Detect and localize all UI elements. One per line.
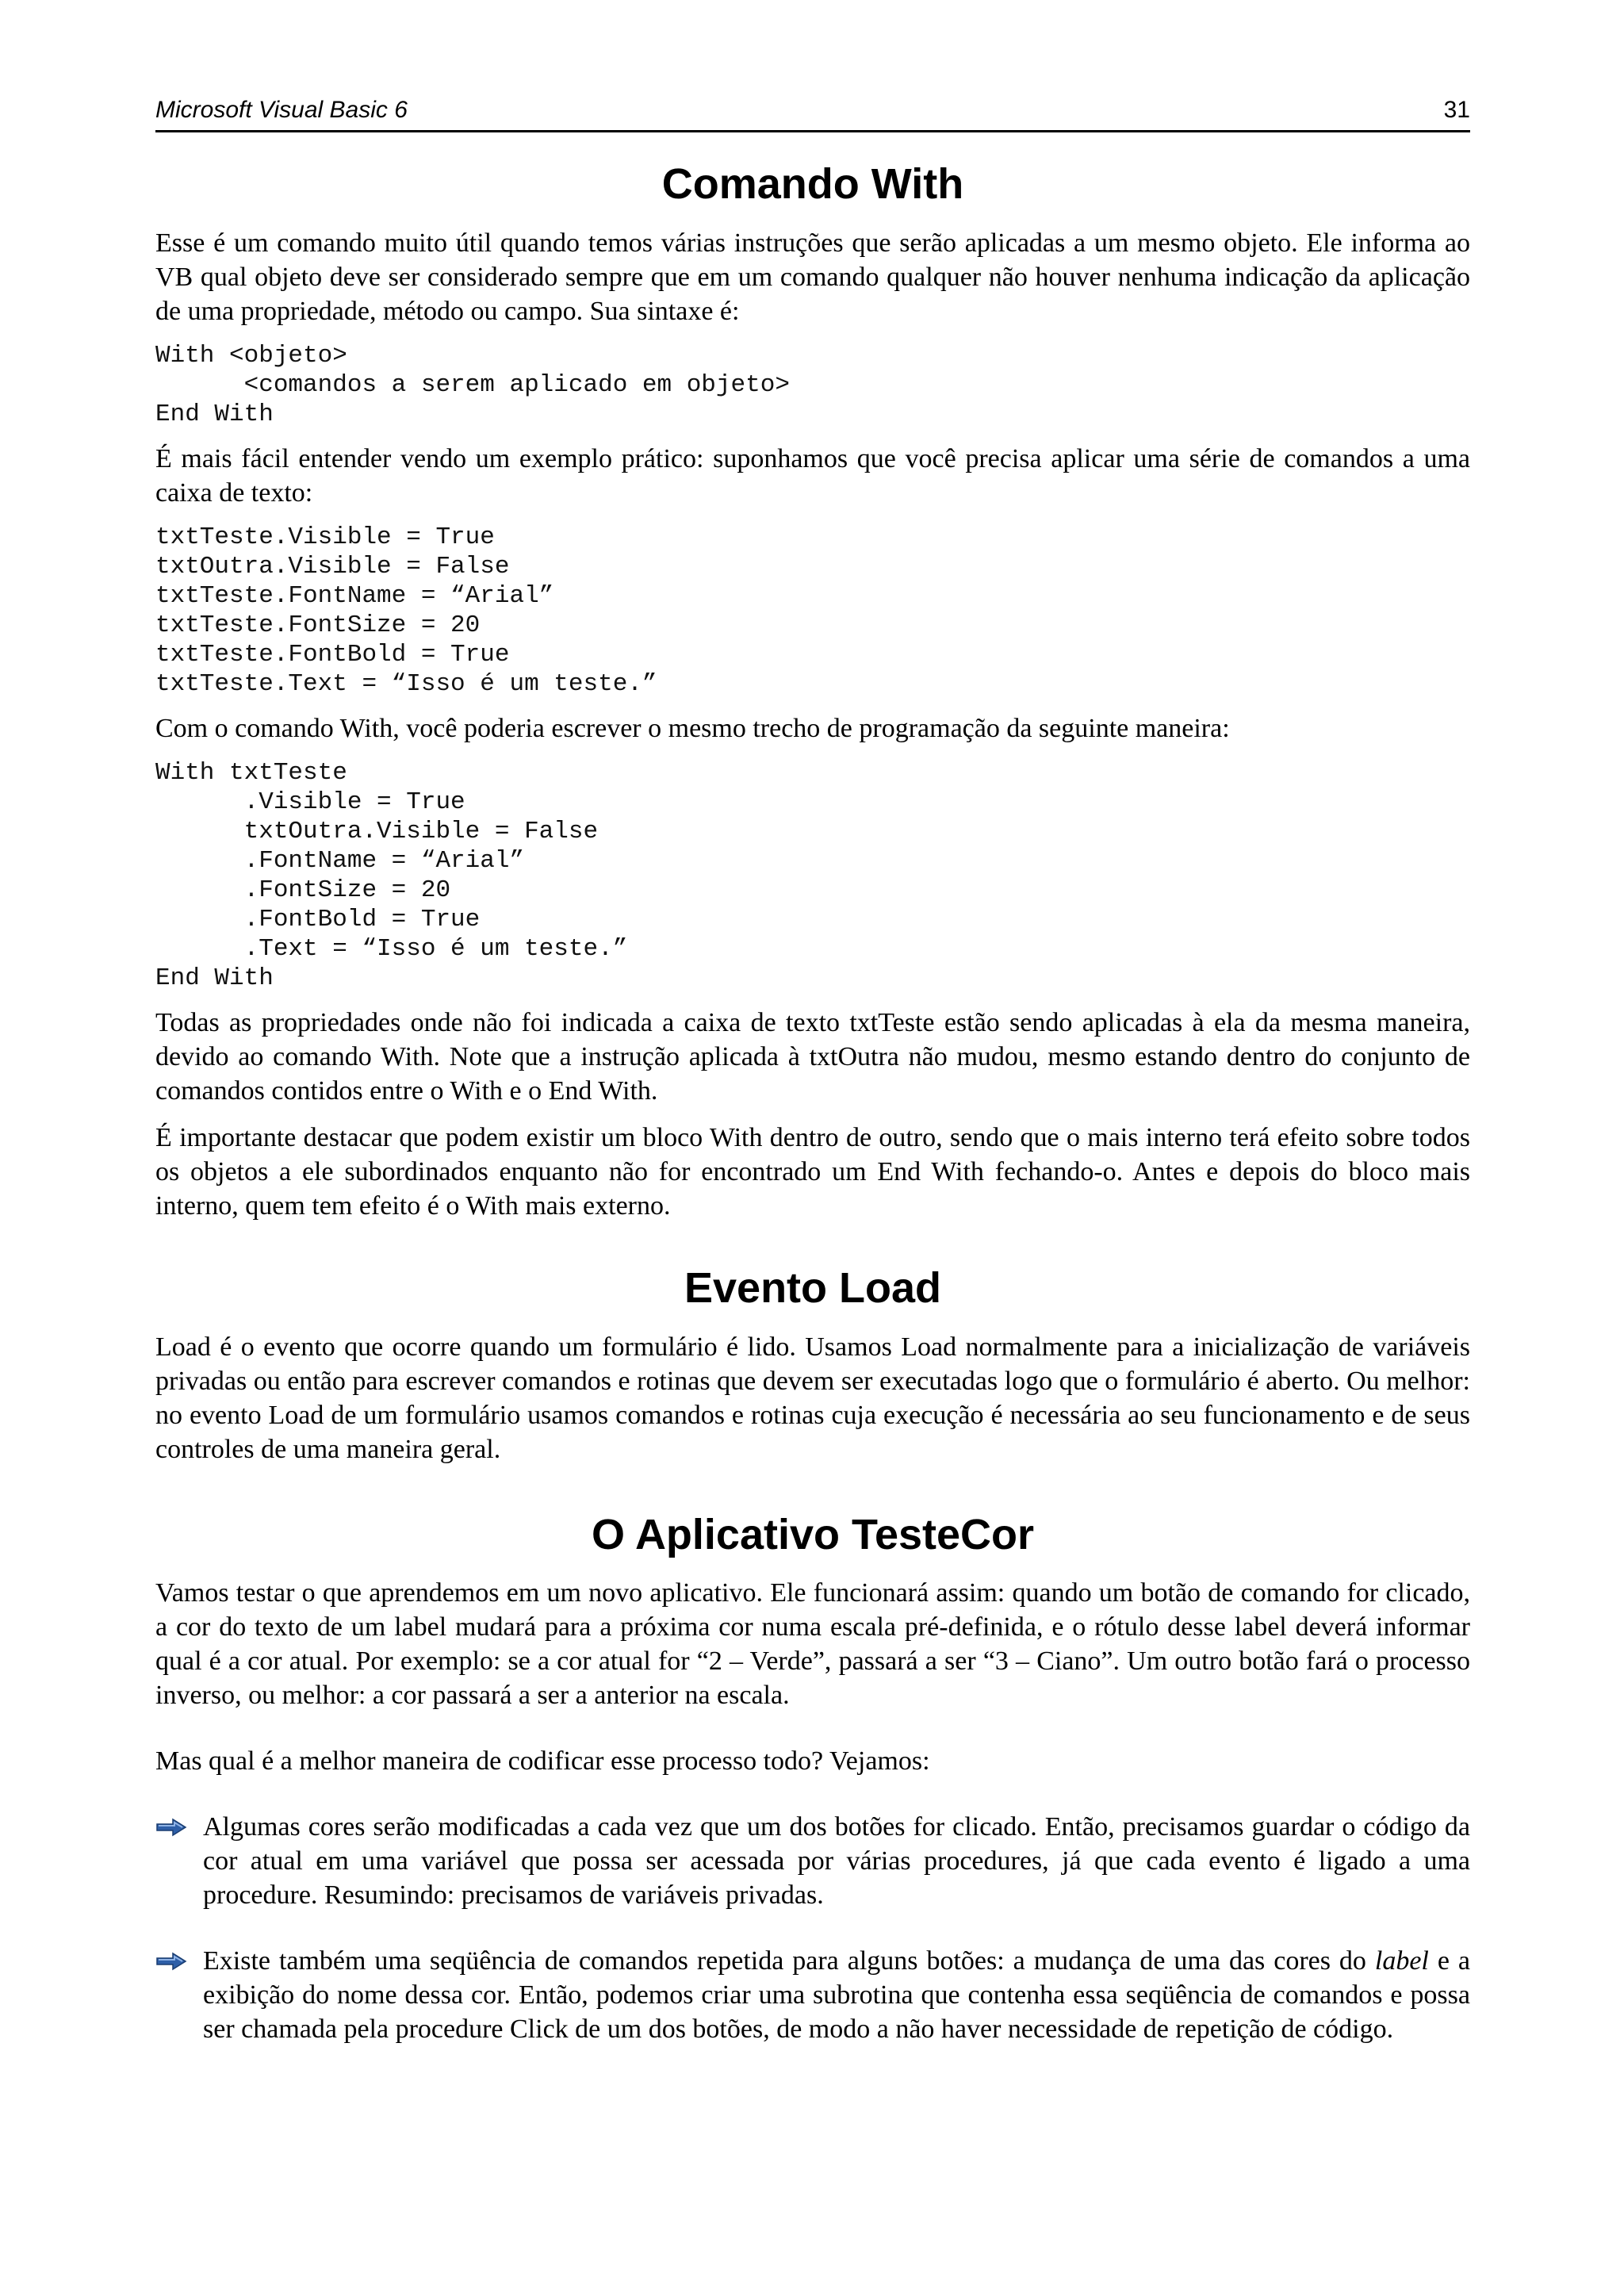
code-line: .Visible = True [155, 788, 465, 816]
code-block-example [155, 523, 1470, 699]
paragraph-testecor-1: Vamos testar o que aprendemos em um novo aplicativo. Ele funcionará assim: quando um botão de comando for clicado, a cor do texto de um label mudará para a próxima cor numa escala pré-definida, e o rótulo desse label deverá informar qual é a cor atual. Por exemplo: se a cor atual for “2 – Verde”, passará a ser “3 – Ciano”. Um outro botão fará o processo inverso, ou melhor: a cor passará a ser a anterior na escala. [155, 1578, 1470, 1711]
code-line: .FontSize = 20 [155, 876, 451, 904]
heading-aplicativo-testecor: O Aplicativo TesteCor [591, 1510, 1035, 1558]
paragraph-load: Load é o evento que ocorre quando um formulário é lido. Usamos Load normalmente para a inicialização de variáveis privadas ou então para escrever comandos e rotinas que devem ser executadas logo que o formulário é aberto. Ou melhor: no evento Load de um formulário usamos comandos e rotinas cuja execução é necessária ao seu funcionamento e de seus controles de uma maneira geral. [155, 1332, 1470, 1464]
bullet-text-2 [203, 1944, 1470, 2046]
code-line: End With [155, 400, 274, 428]
code-line: txtTeste.Visible = True [155, 523, 495, 551]
paragraph-explain-1: Todas as propriedades onde não foi indicada a caixa de texto txtTeste estão sendo aplicadas à ela da mesma maneira, devido ao comando With. Note que a instrução aplicada à txtOutra não mudou, mesmo estando dentro do conjunto de comandos contidos entre o With e o End With. [155, 1007, 1470, 1106]
code-line: .FontBold = True [155, 905, 481, 933]
arrow-right-icon [155, 1952, 187, 1971]
paragraph-with-intro: Esse é um comando muito útil quando temos várias instruções que serão aplicadas a um mesmo objeto. Ele informa ao VB qual objeto deve ser considerado sempre que em um comando qualquer não houver nenhuma indicação da aplicação de uma propriedade, método ou campo. Sua sintaxe é: [155, 228, 1470, 326]
running-header [155, 94, 1470, 132]
heading-comando-with: Comando With [661, 160, 964, 208]
heading-evento-load: Evento Load [684, 1263, 942, 1312]
code-line: <comandos a serem aplicado em objeto> [155, 370, 790, 399]
arrow-right-icon [155, 1818, 187, 1837]
paragraph-explain-2: É importante destacar que podem existir um bloco With dentro de outro, sendo que o mais interno terá efeito sobre todos os objetos a ele subordinados enquanto não for encontrado um End With fechando-o. Antes e depois do bloco mais interno, quem tem efeito é o With mais externo. [155, 1122, 1470, 1221]
code-block-with [155, 758, 1470, 993]
list-item [155, 1810, 1470, 1912]
code-line: txtTeste.FontSize = 20 [155, 611, 481, 639]
header-title: Microsoft Visual Basic 6 [155, 97, 408, 123]
code-line: With <objeto> [155, 341, 347, 370]
list-item [155, 1944, 1470, 2046]
code-line: txtTeste.FontBold = True [155, 640, 510, 669]
bullet-text-1: Algumas cores serão modificadas a cada vez que um dos botões for clicado. Então, precisamos guardar o código da cor atual em uma variável que possa ser acessada por várias procedures, já que cada evento é ligado a uma procedure. Resumindo: precisamos de variáveis privadas. [203, 1812, 1470, 1911]
code-line: txtOutra.Visible = False [155, 552, 510, 581]
code-line: .Text = “Isso é um teste.” [155, 934, 628, 963]
code-line: With txtTeste [155, 758, 347, 787]
page-number: 31 [1443, 97, 1470, 123]
bullet-text-2-italic: label [1374, 1946, 1429, 1976]
page-content [155, 159, 1470, 2078]
code-line: txtTeste.FontName = “Arial” [155, 581, 554, 610]
paragraph-testecor-2: Mas qual é a melhor maneira de codificar esse processo todo? Vejamos: [155, 1746, 930, 1777]
code-block-syntax [155, 341, 1470, 429]
code-line: .FontName = “Arial” [155, 846, 525, 875]
code-line: txtTeste.Text = “Isso é um teste.” [155, 669, 657, 698]
code-line: txtOutra.Visible = False [155, 817, 599, 845]
paragraph-example-intro: É mais fácil entender vendo um exemplo prático: suponhamos que você precisa aplicar uma série de comandos a uma caixa de texto: [155, 443, 1470, 508]
code-line: End With [155, 964, 274, 992]
paragraph-with-intro-2: Com o comando With, você poderia escrever o mesmo trecho de programação da seguinte maneira: [155, 713, 1230, 743]
bullet-text-2-after: e a exibição do nome dessa cor. Então, podemos criar uma subrotina que contenha essa seqüência de comandos e possa ser chamada pela procedure Click de um dos botões, de modo a não haver necessidade de repetição de código. [203, 1946, 1470, 2045]
bullet-list [155, 1810, 1470, 2046]
bullet-text-2-before: Existe também uma seqüência de comandos repetida para alguns botões: a mudança de uma das cores do [203, 1946, 1375, 1976]
